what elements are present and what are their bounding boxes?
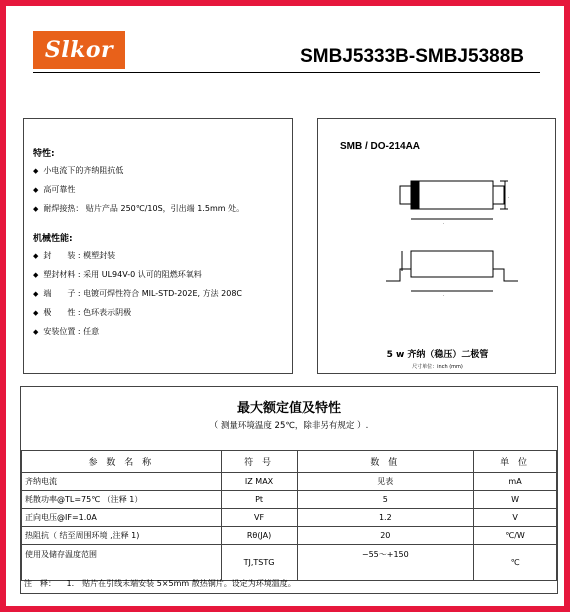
column-header: 单 位 [474,451,557,473]
part-number-title: SMBJ5333B-SMBJ5388B [300,46,524,67]
param-value: 20 [297,527,474,545]
note-label: 注 释： [24,579,56,588]
svg-text:·: · [443,221,445,226]
header-divider [33,72,540,73]
mechanical-list [33,250,282,337]
param-value: 见表 [297,473,474,491]
features-panel [23,118,293,374]
param-symbol: Pt [221,491,297,509]
table-header-row [22,451,557,473]
feature-item: ◆ 高可靠性 [33,184,282,195]
param-name: 热阻抗（ 结至周围环境 ,注释 1) [22,527,222,545]
brand-logo: Slkor [33,31,125,69]
param-name: 正向电压@IF=1.0A [22,509,222,527]
param-symbol: VF [221,509,297,527]
param-symbol: IZ MAX [221,473,297,491]
footnote [24,578,296,589]
param-name: 齐纳电流 [22,473,222,491]
param-unit: W [474,491,557,509]
param-value: −55～+150 [297,545,474,581]
param-unit: ℃/W [474,527,557,545]
ratings-title: 最大额定值及特性 [236,401,341,416]
table-row [22,491,557,509]
package-title: SMB / DO-214AA [340,141,421,152]
package-caption: 5 w 齐纳（稳压）二极管 [386,350,489,360]
param-unit: mA [474,473,557,491]
ratings-table [21,450,557,581]
param-value: 1.2 [297,509,474,527]
package-outline-drawing [318,119,557,375]
mechanical-item: ◆ 极 性 : 色环表示阴极 [33,307,282,318]
feature-item: ◆ 耐焊接热： 贴片产品 250℃/10S，引出端 1.5mm 处。 [33,203,282,214]
column-header: 数 值 [297,451,474,473]
table-row [22,509,557,527]
mechanical-item: ◆ 塑封材料 : 采用 UL94V-0 认可的阻燃环氧料 [33,269,282,280]
param-unit: V [474,509,557,527]
column-header: 参 数 名 称 [22,451,222,473]
param-value: 5 [297,491,474,509]
column-header: 符 号 [221,451,297,473]
features-list [33,165,282,214]
table-row [22,527,557,545]
table-row [22,545,557,581]
note-text: 1. 贴片在引线末端安装 5×5mm 散热铜片。设定为环境温度。 [66,579,296,588]
table-row [22,473,557,491]
feature-item: ◆ 小电流下的齐纳阻抗低 [33,165,282,176]
mechanical-item: ◆ 封 装 : 模塑封装 [33,250,282,261]
ratings-subtitle: （ 测量环境温度 25℃，除非另有规定 ）. [209,421,369,431]
mechanical-item: ◆ 安装位置 : 任意 [33,326,282,337]
param-symbol: TJ,TSTG [221,545,297,581]
ratings-panel [20,386,558,594]
param-name: 使用及储存温度范围 [22,545,222,581]
svg-text:·: · [508,195,510,200]
mechanical-item: ◆ 端 子 : 电镀可焊性符合 MIL-STD-202E, 方法 208C [33,288,282,299]
unit-note: 尺寸单位：inch (mm) [412,364,463,370]
param-symbol: Rθ(JA) [221,527,297,545]
param-name: 耗散功率@TL=75℃ （注释 1） [22,491,222,509]
svg-text:·: · [443,293,445,298]
features-heading: 特性: [33,149,55,159]
param-unit: ℃ [474,545,557,581]
package-panel [317,118,556,374]
mechanical-heading: 机械性能: [33,234,73,244]
